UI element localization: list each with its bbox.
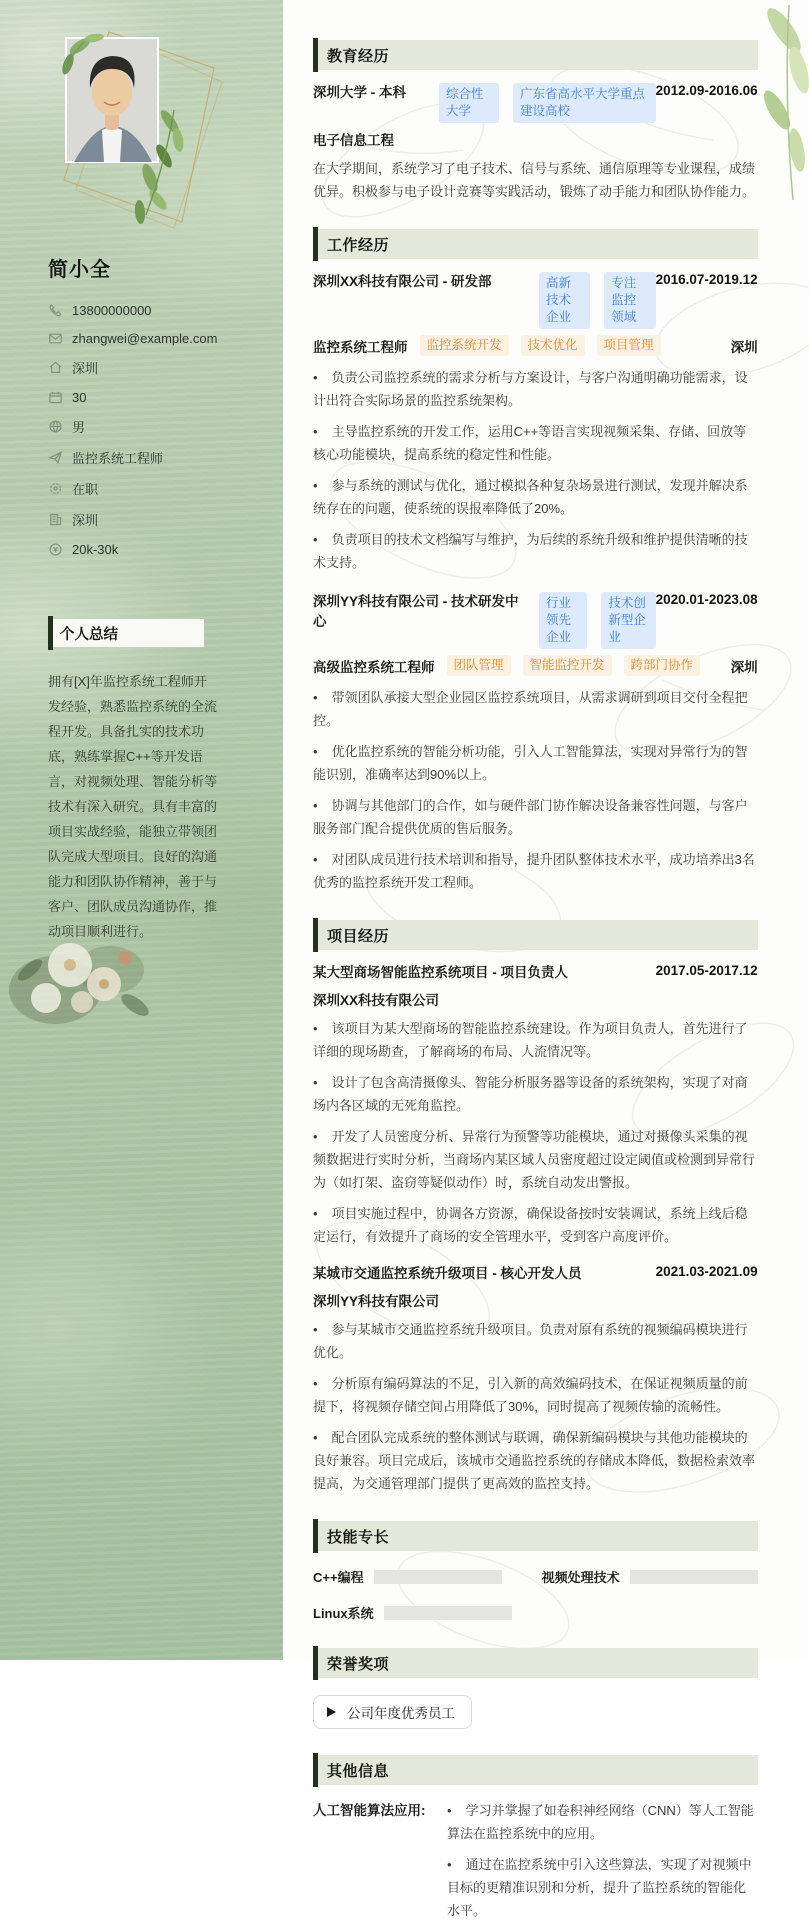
projects-header [313, 920, 758, 950]
job-bullet: • 主导监控系统的开发工作，运用C++等语言实现视频采集、存储、回放等核心功能模块，提高系统的稳定性和性能。 [313, 420, 758, 466]
project-bullet: • 参与某城市交通监控系统升级项目。负责对原有系统的视频编码模块进行优化。 [313, 1318, 758, 1364]
contact-email: zhangwei@example.com [72, 330, 218, 346]
contact-item-email [48, 330, 283, 346]
work-header [313, 229, 758, 259]
job-bullet: • 参与系统的测试与优化，通过模拟各种复杂场景进行测试，发现并解决系统存在的问题，使系统的误报率降低了20%。 [313, 474, 758, 520]
job-role: 高级监控系统工程师 [313, 659, 435, 675]
person-name: 简小全 [48, 259, 111, 281]
project-bullet: • 开发了人员密度分析、异常行为预警等功能模块，通过对摄像头采集的视频数据进行实时分析，当商场内某区域人员密度超过设定阈值或检测到异常行为（如打架、盗窃等疑似动作）时，系统自动发出警报。 [313, 1125, 758, 1194]
skill-item [542, 1567, 758, 1586]
contact-age: 30 [72, 389, 87, 405]
project-bullet: • 设计了包含高清摄像头、智能分析服务器等设备的系统架构，实现了对商场内各区域的无死角监控。 [313, 1071, 758, 1117]
company-tag: 行业领先企业 [539, 592, 587, 649]
title-accent-bar [313, 38, 318, 72]
contact-item-city [48, 510, 283, 529]
contact-item-status [48, 479, 283, 498]
job-company: 深圳XX科技有限公司 - 研发部 [313, 274, 492, 289]
skill-bar [374, 1570, 502, 1584]
title-accent-bar [313, 1519, 318, 1553]
contact-item-gender [48, 417, 283, 436]
sidebar [0, 0, 283, 1660]
paper-plane-icon [48, 450, 63, 465]
job-role: 监控系统工程师 [313, 339, 408, 355]
resume-main [283, 0, 809, 1918]
edu-major: 电子信息工程 [313, 133, 394, 148]
skill-item [313, 1567, 512, 1586]
edu-tag: 广东省高水平大学重点建设高校 [513, 83, 656, 123]
job-entry [313, 272, 758, 574]
company-tag: 专注监控领域 [604, 272, 655, 329]
title-accent-bar [313, 918, 318, 952]
job-date: 2016.07-2019.12 [655, 272, 758, 287]
title-accent-bar [313, 1646, 318, 1680]
project-bullet: • 配合团队完成系统的整体测试与联调，确保新编码模块与其他功能模块的良好兼容。项目完成后，该城市交通监控系统的存储成本降低，数据检索效率提高，为交通管理部门提供了更高效的监控支持。 [313, 1426, 758, 1495]
skill-bar [630, 1570, 758, 1584]
other-header [313, 1755, 758, 1785]
project-date: 2021.03-2021.09 [655, 1264, 758, 1279]
contact-item-home [48, 358, 283, 377]
section-projects [313, 920, 758, 1495]
role-tag: 团队管理 [447, 655, 511, 676]
job-bullet: • 优化监控系统的智能分析功能，引入人工智能算法，实现对异常行为的智能识别，准确率达到90%以上。 [313, 740, 758, 786]
job-bullet: • 对团队成员进行技术培训和指导，提升团队整体技术水平，成功培养出3名优秀的监控系统开发工程师。 [313, 848, 758, 894]
other-bullet: • 学习并掌握了如卷积神经网络（CNN）等人工智能算法在监控系统中的应用。 [447, 1799, 758, 1845]
email-icon [48, 331, 63, 346]
project-entry [313, 963, 758, 1248]
contact-salary: 20k-30k [72, 541, 119, 557]
role-tag: 跨部门协作 [624, 655, 701, 676]
contact-item-age [48, 389, 283, 405]
education-header [313, 40, 758, 70]
contact-item-phone [48, 302, 283, 318]
summary-text: 拥有[X]年监控系统工程师开发经验，熟悉监控系统的全流程开发。具备扎实的技术功底，熟练掌握C++等开发语言，对视频处理、智能分析等技术有深入研究。具有丰富的项目实战经验，能独立带领团队完成大型项目。良好的沟通能力和团队协作精神，善于与客户、团队成员沟通协作，推动项目顺利进行。 [48, 674, 218, 939]
job-bullet: • 协调与其他部门的合作，如与硬件部门协作解决设备兼容性问题，与客户服务部门配合提供优质的售后服务。 [313, 794, 758, 840]
job-bullet: • 带领团队承接大型企业园区监控系统项目，从需求调研到项目交付全程把控。 [313, 686, 758, 732]
section-work [313, 229, 758, 894]
skills-header [313, 1521, 758, 1551]
skill-name: 视频处理技术 [541, 1570, 620, 1585]
other-title: 其他信息 [327, 1762, 390, 1780]
summary-section [48, 619, 218, 944]
salary-icon [48, 542, 63, 557]
title-accent-bar [313, 227, 318, 261]
building-icon [48, 512, 63, 527]
role-tag: 监控系统开发 [420, 335, 509, 356]
role-tag: 智能监控开发 [523, 655, 612, 676]
project-bullet: • 项目实施过程中，协调各方资源，确保设备按时安装调试，系统上线后稳定运行，有效提升了商场的安全管理水平，受到客户高度评价。 [313, 1202, 758, 1248]
edu-school: 深圳大学 - 本科 [313, 85, 406, 100]
skill-item [313, 1603, 512, 1622]
job-bullet: • 负责项目的技术文档编写与维护，为后续的系统升级和维护提供清晰的技术支持。 [313, 528, 758, 574]
project-bullet-list [313, 1318, 758, 1495]
job-location: 深圳 [730, 659, 758, 675]
edu-description: 在大学期间，系统学习了电子技术、信号与系统、通信原理等专业课程，成绩优异。积极参与电子设计竞赛等实践活动，锻炼了动手能力和团队协作能力。 [313, 161, 756, 199]
contact-list [48, 302, 283, 557]
job-company: 深圳YY科技有限公司 - 技术研发中心 [313, 594, 519, 629]
skill-bar [384, 1606, 512, 1620]
company-tag: 高新技术企业 [539, 272, 590, 329]
work-title: 工作经历 [327, 236, 390, 254]
job-location: 深圳 [730, 339, 758, 355]
edu-date: 2012.09-2016.06 [655, 83, 758, 98]
edu-tag: 综合性大学 [439, 83, 499, 123]
contact-city: 深圳 [72, 513, 99, 528]
status-icon [48, 481, 63, 496]
job-bullet: • 负责公司监控系统的需求分析与方案设计，与客户沟通明确功能需求，设计出符合实际场景的监控系统架构。 [313, 366, 758, 412]
honors-header [313, 1648, 758, 1678]
skill-name: Linux系统 [313, 1606, 374, 1621]
play-icon [327, 1707, 336, 1717]
contact-item-salary [48, 541, 283, 557]
project-entry [313, 1264, 758, 1495]
award-chip[interactable] [313, 1695, 472, 1729]
gender-icon [48, 419, 63, 434]
project-name: 某城市交通监控系统升级项目 - 核心开发人员 [313, 1266, 582, 1281]
portrait [66, 38, 158, 162]
role-tag: 技术优化 [521, 335, 585, 356]
contact-status: 在职 [72, 482, 99, 497]
other-bullet: • 通过在监控系统中引入这些算法，实现了对视频中目标的更精准识别和分析，提升了监控系统的智能化水平。 [447, 1853, 758, 1922]
project-name: 某大型商场智能监控系统项目 - 项目负责人 [313, 965, 568, 980]
job-entry [313, 592, 758, 894]
contact-location: 深圳 [72, 361, 99, 376]
other-info-entry [313, 1799, 758, 1930]
summary-title: 个人总结 [60, 626, 118, 643]
skill-name: C++编程 [313, 1570, 364, 1585]
skills-title: 技能专长 [327, 1528, 390, 1546]
education-title: 教育经历 [327, 47, 390, 65]
project-date: 2017.05-2017.12 [655, 963, 758, 978]
title-accent-bar [313, 1753, 318, 1787]
other-label: 人工智能算法应用: [313, 1803, 426, 1818]
education-entry [313, 83, 758, 123]
summary-title-strip [48, 619, 204, 647]
contact-item-job [48, 448, 283, 467]
project-bullet: • 该项目为某大型商场的智能监控系统建设。作为项目负责人，首先进行了详细的现场勘查，了解商场的布局、人流情况等。 [313, 1017, 758, 1063]
job-bullet-list [313, 686, 758, 894]
section-skills [313, 1521, 758, 1622]
project-bullet-list [313, 1017, 758, 1248]
honors-title: 荣誉奖项 [327, 1655, 390, 1673]
home-icon [48, 360, 63, 375]
award-label: 公司年度优秀员工 [347, 1706, 455, 1721]
job-bullet-list [313, 366, 758, 574]
section-honors [313, 1648, 758, 1729]
projects-title: 项目经历 [327, 927, 390, 945]
company-tag: 技术创新型企业 [601, 592, 655, 649]
phone-icon [48, 303, 63, 318]
title-accent-bar [48, 616, 53, 650]
project-company: 深圳YY科技有限公司 [313, 1294, 440, 1309]
age-icon [48, 390, 63, 405]
contact-gender: 男 [72, 420, 86, 435]
job-date: 2020.01-2023.08 [655, 592, 758, 607]
other-bullet-list [447, 1799, 758, 1930]
contact-job-title: 监控系统工程师 [72, 451, 164, 466]
contact-phone: 13800000000 [72, 302, 152, 318]
project-company: 深圳XX科技有限公司 [313, 993, 440, 1008]
section-education [313, 40, 758, 203]
project-bullet: • 分析原有编码算法的不足，引入新的高效编码技术，在保证视频质量的前提下，将视频存储空间占用降低了30%，同时提高了视频传输的流畅性。 [313, 1372, 758, 1418]
profile-photo [54, 30, 254, 235]
section-other [313, 1755, 758, 1930]
role-tag: 项目管理 [597, 335, 661, 356]
